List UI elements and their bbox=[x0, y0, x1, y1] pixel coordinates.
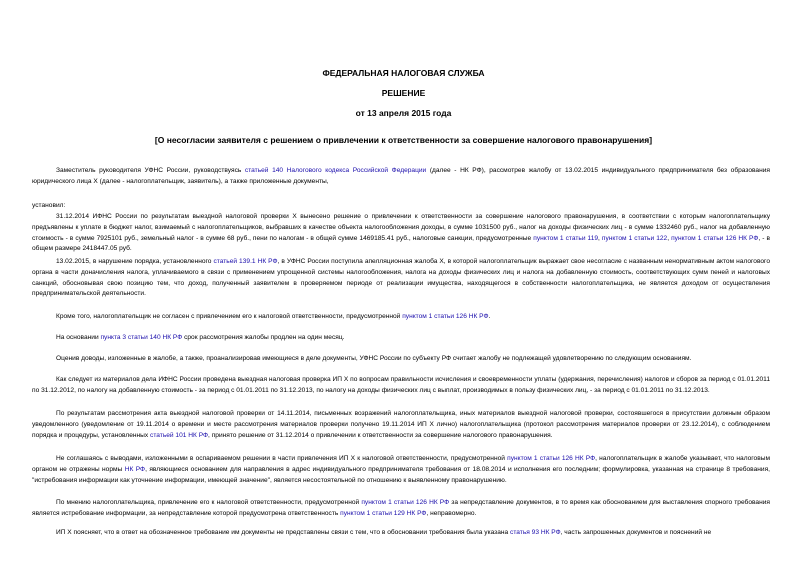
paragraph-text: , неправомерно. bbox=[426, 509, 477, 517]
paragraph-text: Заместитель руководителя УФНС России, руководствуясь bbox=[56, 167, 245, 174]
paragraph-text: , в УФНС России поступила апелляционная жалоба X, в которой налогоплательщик выражает свое несогласие с названным ненормативным актом налогового органа в части доначисления налога, уплачиваемого в связи с применением упрощенной системы налогообложения, налога на доходы физических лиц и налога на добавленную стоимость, соответствующих сумм пеней и налоговых санкций, обосновывая свою позицию тем, что доход, полученный заявителем в проверяемом периоде от реализации имущества, находящегося в собственности налогоплательщика, не является доходом от осуществления предпринимательской деятельности. bbox=[32, 258, 770, 298]
paragraph-text: . bbox=[488, 313, 491, 320]
paragraph-appeal bbox=[32, 257, 770, 300]
paragraph-text: , bbox=[598, 234, 602, 242]
paragraph-text: , bbox=[667, 234, 672, 242]
paragraph-disagreement bbox=[32, 312, 770, 323]
paragraph-text: Кроме того, налогоплательщик не согласен с привлечением его к налоговой ответственности, предусмотренной bbox=[56, 313, 403, 320]
paragraph-intro bbox=[32, 166, 770, 188]
paragraph-audit-scope bbox=[32, 375, 770, 397]
paragraph-text: , часть запрошенных документов и пояснений не bbox=[560, 529, 712, 536]
paragraph-text: Не соглашаясь с выводами, изложенными в оспариваемом решении в части привлечения ИП X к налоговой ответственности, предусмотренной bbox=[56, 455, 508, 462]
paragraph-text: срок рассмотрения жалобы продлен на один месяц. bbox=[182, 334, 345, 341]
paragraph-text: ИП X поясняет, что в ответ на обозначенное требование им документы не представлены связи с тем, что в обосновании требования была указана bbox=[56, 529, 511, 536]
paragraph-text: 13.02.2015, в нарушение порядка, установленного bbox=[56, 258, 214, 265]
link-article-126[interactable]: пунктом 1 статьи 126 НК РФ bbox=[507, 455, 596, 462]
document-type-heading: РЕШЕНИЕ bbox=[381, 88, 426, 98]
paragraph-text: установил: bbox=[32, 202, 66, 209]
paragraph-text: Как следует из материалов дела ИФНС России проведена выездная налоговая проверка ИП X по вопросам правильности исчисления и своевременности уплаты (удержания, перечисления) налогов и сборов за период с 01.01.2011 по 31.12.2012, по налогу на добавленную стоимость - за период с 01.01.2011 по 31.12.2013, по налогу на доходы физических лиц с выплат, производимых в пользу физических лиц, - за период с 01.01.2011 по 31.12.2013. bbox=[32, 376, 770, 394]
paragraph-text: , принято решение от 31.12.2014 о привлечении к ответственности за совершение налогового правонарушения. bbox=[208, 431, 553, 439]
paragraph-text: (далее - НК РФ), рассмотрев жалобу от 13.02.2015 индивидуального предпринимателя без образования юридического лица X (далее - налогоплательщик, заявитель), а также приложенные документы, bbox=[32, 167, 770, 185]
link-article-129[interactable]: пунктом 1 статьи 129 НК РФ bbox=[340, 509, 427, 517]
link-article-126[interactable]: пунктом 1 статьи 126 НК РФ bbox=[402, 313, 489, 320]
paragraph-opinion bbox=[32, 498, 770, 520]
link-article-122[interactable]: пунктом 1 статьи 122 bbox=[601, 234, 668, 242]
paragraph-text: На основании bbox=[56, 334, 101, 341]
paragraph-text: 31.12.2014 ИФНС России по результатам выездной налоговой проверки X вынесено решение о привлечении к ответственности за совершение налогового правонарушения, в соответствии с которым налогоплательщику предъявлены к уплате в бюджет налог, взимаемый с налогоплательщиков, выбравших в качестве объекта налогообложения доходы, в сумме 1031500 руб., налог на доходы физических лиц - в сумме 1332460 руб., налог на добавленную стоимость - в сумме 7925101 руб., земельный налог - в сумме 68 руб., пени по налогам - в общей сумме 1469185.41 руб., налоговые санкции, предусмотренные bbox=[32, 213, 770, 242]
agency-heading: ФЕДЕРАЛЬНАЯ НАЛОГОВАЯ СЛУЖБА bbox=[322, 68, 485, 78]
paragraph-objection bbox=[32, 454, 770, 486]
link-article-140-p3[interactable]: пункта 3 статьи 140 НК РФ bbox=[100, 334, 183, 341]
paragraph-assessment bbox=[32, 354, 770, 365]
link-article-119[interactable]: пунктом 1 статьи 119 bbox=[533, 234, 599, 242]
link-article-101[interactable]: статьей 101 НК РФ bbox=[150, 431, 209, 439]
paragraph-established bbox=[32, 201, 770, 212]
link-article-126[interactable]: пунктом 1 статьи 126 НК РФ bbox=[361, 499, 450, 506]
paragraph-text: , являющиеся основанием для направления в адрес индивидуального предпринимателя требования от 18.08.2014 и исполнения его последним; формулировка, указанная на странице 8 требования, "истребования информации как уточнение информации, имеющей значение", является несостоятельной по отношению к выявленному правонарушению. bbox=[32, 465, 770, 484]
paragraph-text: Оценив доводы, изложенные в жалобе, а также, проанализировав имеющиеся в деле документы, УФНС России по субъекту РФ считает жалобу не подлежащей удовлетворению по следующим основаниям. bbox=[56, 355, 692, 362]
paragraph-extension bbox=[32, 333, 770, 344]
paragraph-decision-summary bbox=[32, 212, 770, 255]
paragraph-audit-results bbox=[32, 409, 770, 441]
paragraph-text: , налогоплательщик в жалобе указывает, что налоговым органом не отражены нормы bbox=[32, 455, 770, 473]
document-date: от 13 апреля 2015 года bbox=[355, 108, 452, 118]
link-article-126[interactable]: пунктом 1 статьи 126 НК РФ bbox=[671, 234, 759, 242]
paragraph-text: за непредставление документов, в то время как обоснованием для выставления спорного требования является истребование информации, за непредставление которой предусмотрена ответственность bbox=[32, 499, 770, 517]
paragraph-text: По результатам рассмотрения акта выездной налоговой проверки от 14.11.2014, письменных возражений налогоплательщика, иных материалов выездной налоговой проверки, состоявшегося в присутствии должным образом уведомленного (уведомление от 19.11.2014 о времени и месте рассмотрения материалов проверки получено 19.11.2014 ИП X лично) налогоплательщика (протокол рассмотрения материалов проверки от 23.12.2014), с соблюдением порядка и процедуры, установленных bbox=[32, 410, 770, 439]
link-nk-rf[interactable]: НК РФ bbox=[124, 465, 146, 473]
link-article-140-nk[interactable]: статьей 140 Налогового кодекса Российской Федерации bbox=[244, 167, 427, 174]
link-article-139-1[interactable]: статьей 139.1 НК РФ bbox=[213, 258, 278, 265]
document-subject: [О несогласии заявителя с решением о привлечении к ответственности за совершение налогового правонарушения] bbox=[154, 135, 653, 145]
link-article-93[interactable]: статья 93 НК РФ bbox=[510, 529, 561, 536]
paragraph-text: По мнению налогоплательщика, привлечение его к налоговой ответственности, предусмотренной bbox=[56, 499, 362, 506]
paragraph-text: , - в общем размере 2418447.05 руб. bbox=[32, 234, 770, 253]
paragraph-explanation bbox=[32, 528, 770, 539]
